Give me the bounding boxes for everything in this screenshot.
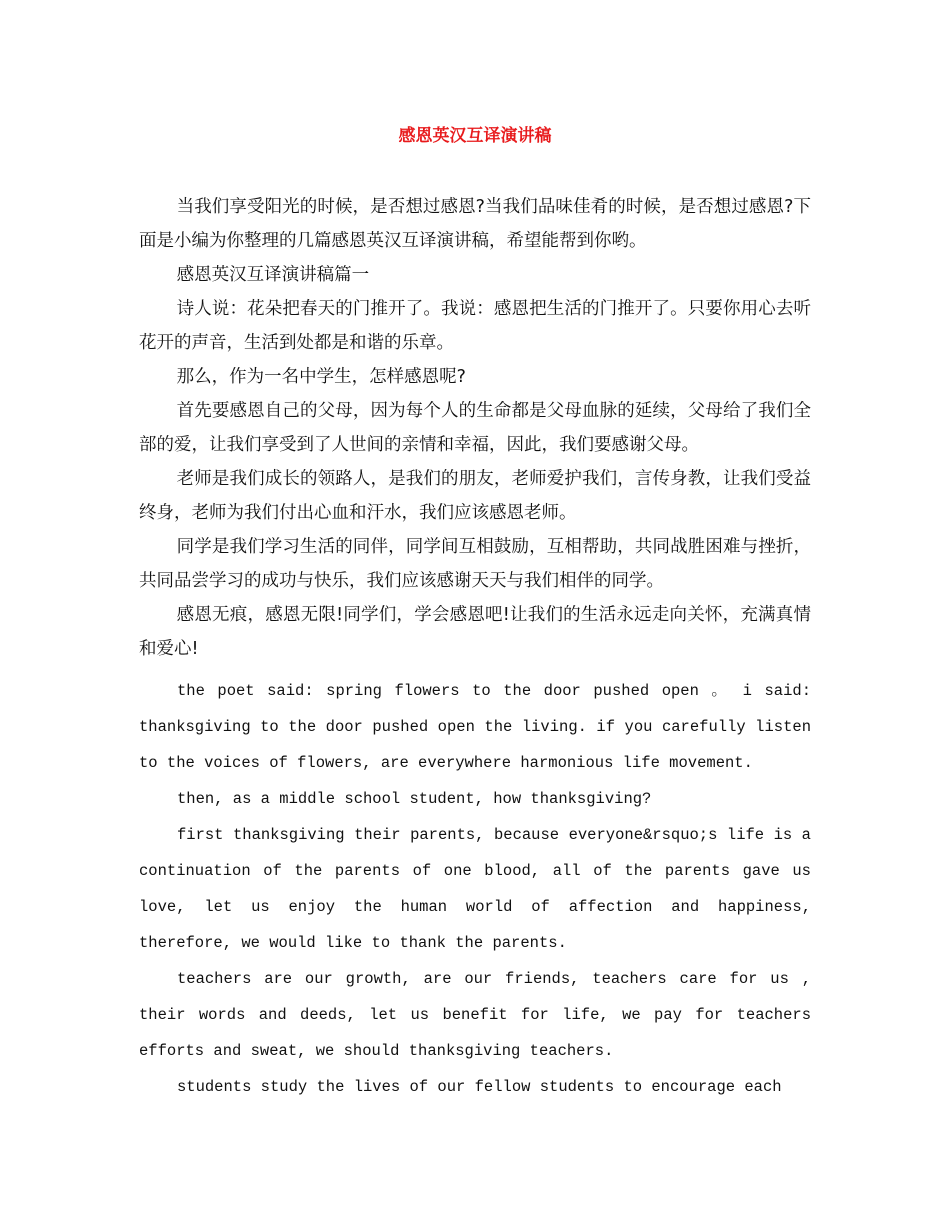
poet-paragraph-cn: 诗人说：花朵把春天的门推开了。我说：感恩把生活的门推开了。只要你用心去听花开的声音，生活到处都是和谐的乐章。 [139, 299, 811, 353]
parents-paragraph-en: first thanksgiving their parents, because everyone&rsquo;s life is a continuation of the parents of one blood, all of the parents gave us love, let us enjoy the human world of affection and happiness, therefore, we would like to thank the parents. [139, 826, 811, 952]
document-body [139, 190, 811, 1105]
closing-paragraph-cn: 感恩无痕，感恩无限!同学们，学会感恩吧!让我们的生活永远走向关怀，充满真情和爱心! [139, 605, 811, 659]
question-paragraph-en: then, as a middle school student, how thanksgiving? [176, 790, 652, 808]
teachers-paragraph-en: teachers are our growth, are our friends, teachers care for us , their words and deeds, let us benefit for life, we pay for teachers efforts and sweat, we should thanksgiving teachers. [139, 970, 811, 1060]
students-paragraph-en: students study the lives of our fellow students to encourage each [176, 1078, 782, 1096]
section-heading: 感恩英汉互译演讲稿篇一 [176, 265, 370, 285]
question-paragraph-cn: 那么，作为一名中学生，怎样感恩呢? [176, 367, 466, 387]
classmates-paragraph-cn: 同学是我们学习生活的同伴，同学间互相鼓励，互相帮助，共同战胜困难与挫折，共同品尝学习的成功与快乐，我们应该感谢天天与我们相伴的同学。 [139, 537, 811, 591]
intro-paragraph: 当我们享受阳光的时候，是否想过感恩?当我们品味佳肴的时候，是否想过感恩?下面是小编为你整理的几篇感恩英汉互译演讲稿，希望能帮到你哟。 [139, 197, 811, 251]
parents-paragraph-cn: 首先要感恩自己的父母，因为每个人的生命都是父母血脉的延续，父母给了我们全部的爱，让我们享受到了人世间的亲情和幸福，因此，我们要感谢父母。 [139, 401, 811, 455]
poet-paragraph-en: the poet said: spring flowers to the door pushed open 。 i said: thanksgiving to the door pushed open the living. if you carefully listen to the voices of flowers, are everywhere harmonious life movement. [139, 682, 811, 772]
document-title: 感恩英汉互译演讲稿 [398, 126, 552, 146]
teachers-paragraph-cn: 老师是我们成长的领路人，是我们的朋友，老师爱护我们，言传身教，让我们受益终身，老师为我们付出心血和汗水，我们应该感恩老师。 [139, 469, 811, 523]
